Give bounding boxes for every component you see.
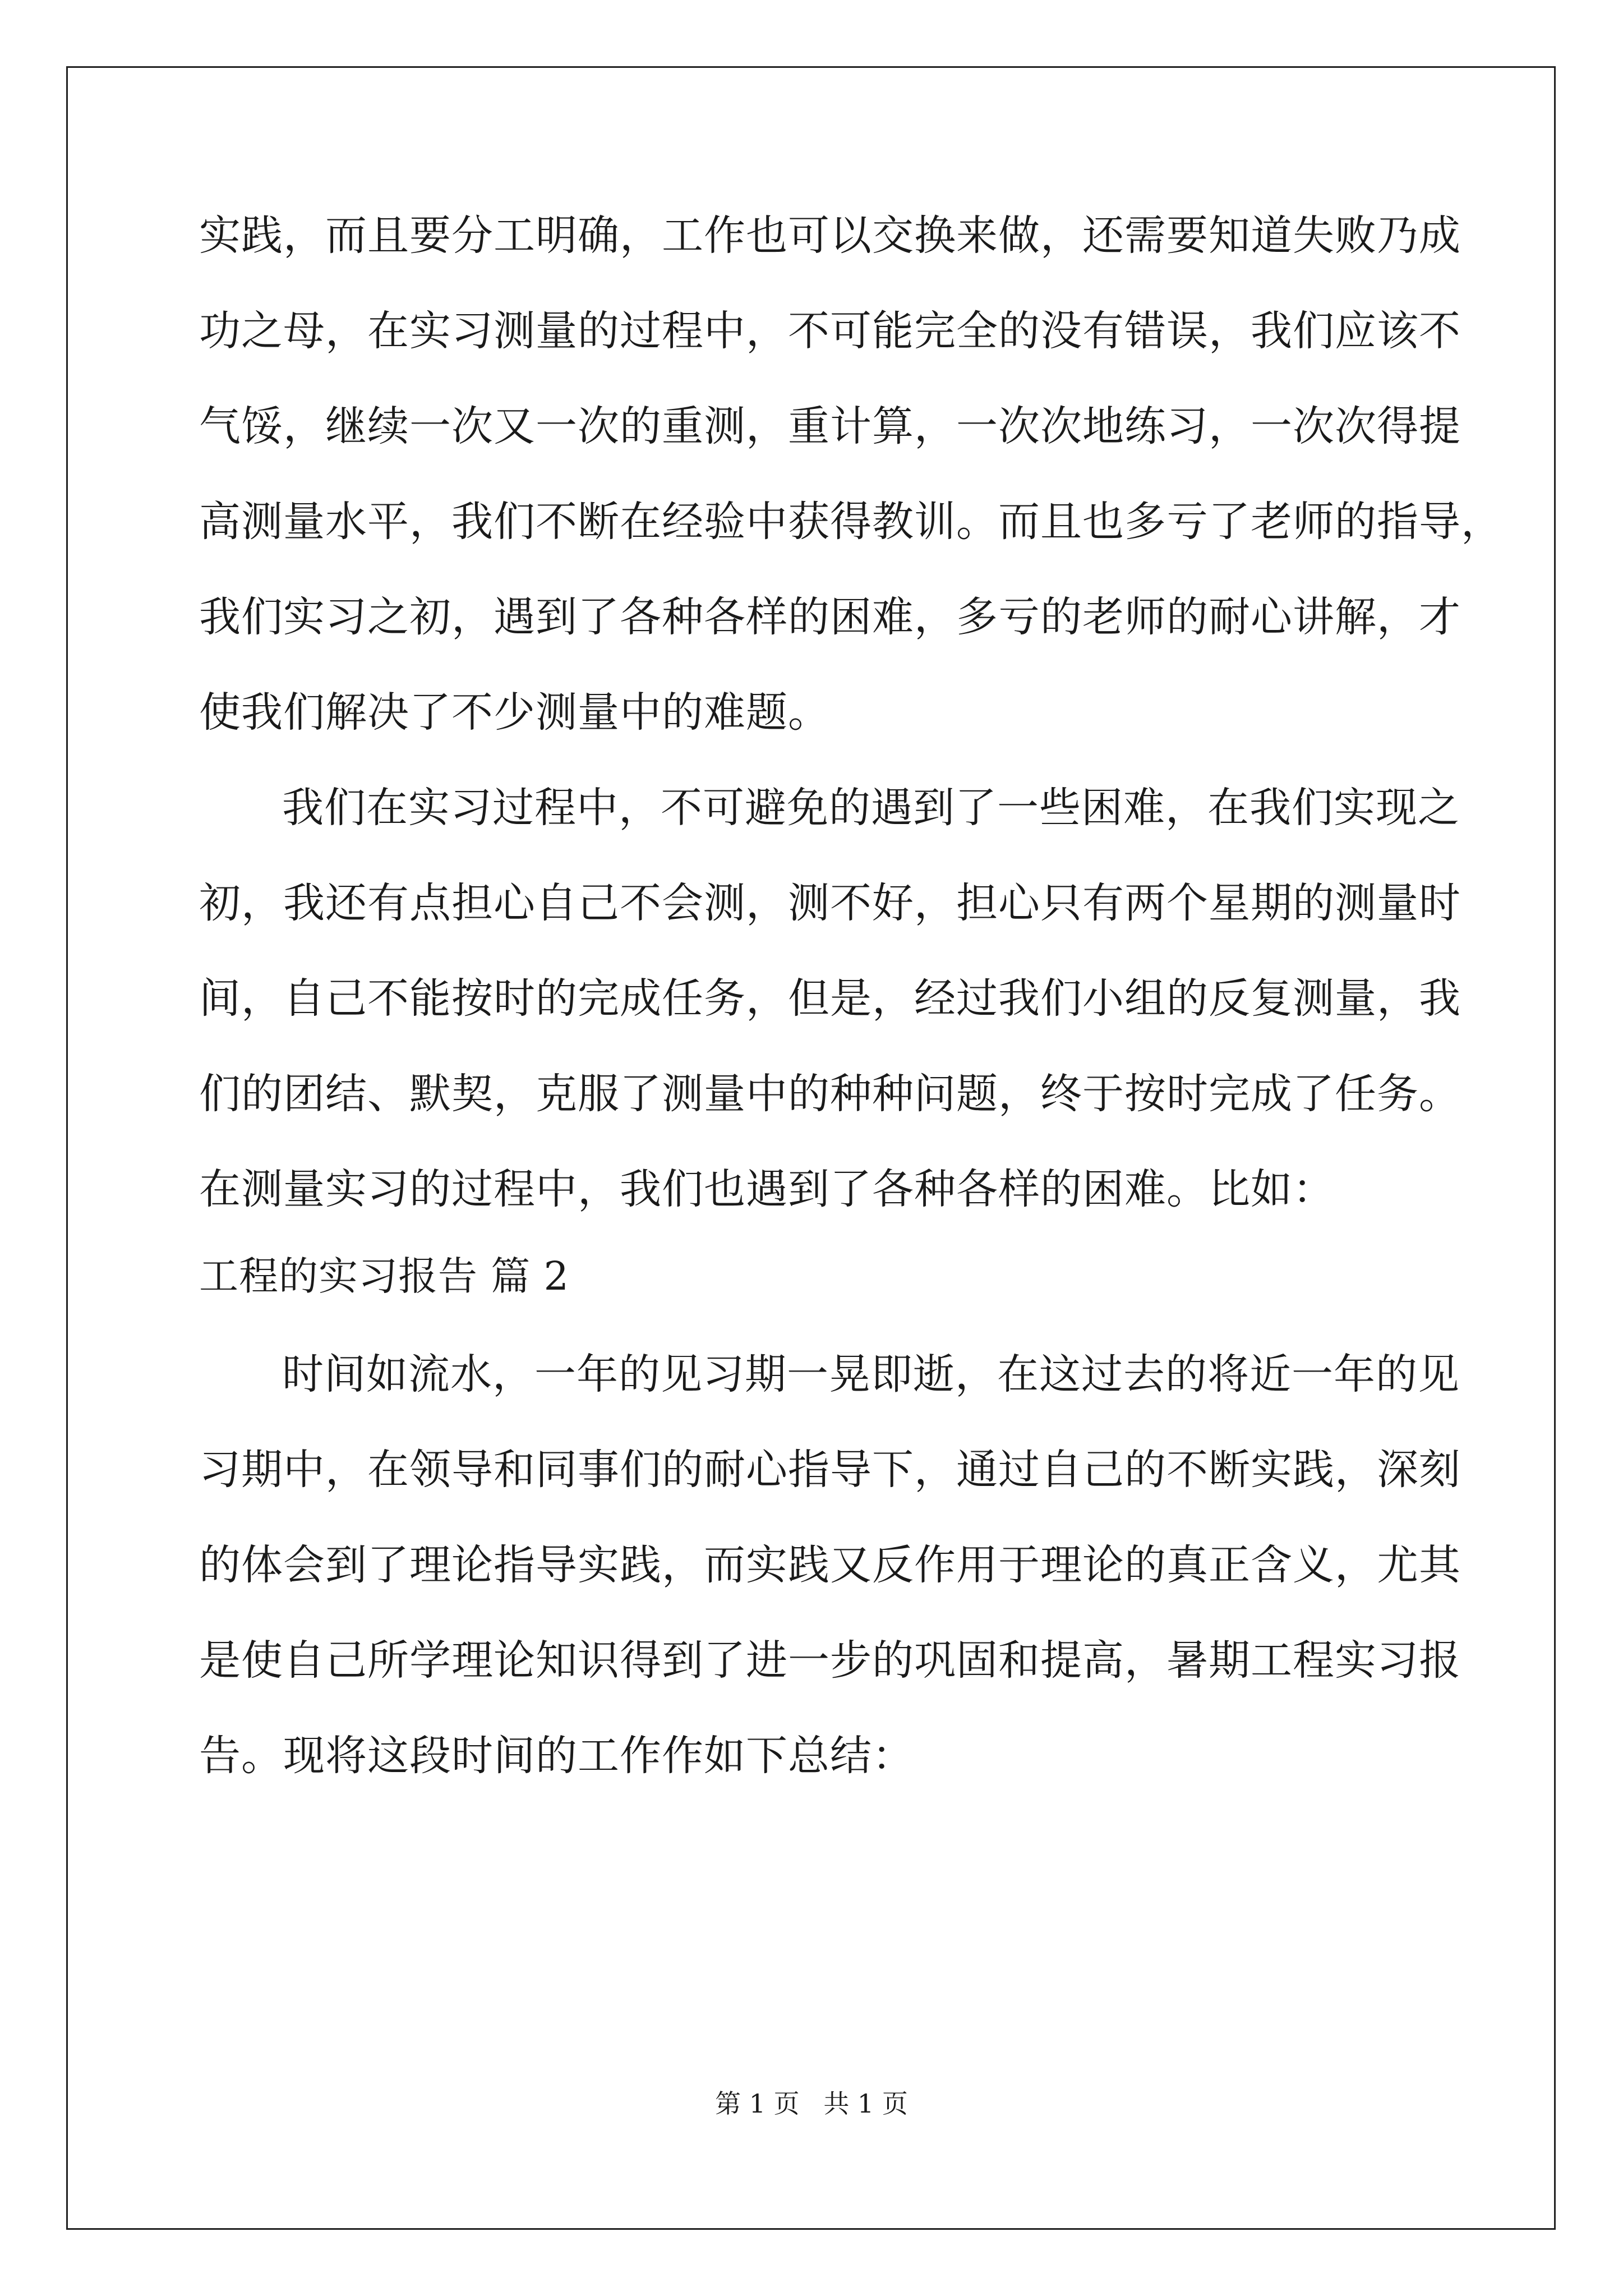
paragraph-line: 在测量实习的过程中，我们也遇到了各种各样的困难。比如： bbox=[199, 1165, 1335, 1213]
paragraph-line: 功之母，在实习测量的过程中，不可能完全的没有错误，我们应该不 bbox=[199, 307, 1461, 355]
paragraph-line: 实践，而且要分工明确，工作也可以交换来做，还需要知道失败乃成 bbox=[199, 211, 1461, 260]
paragraph-line: 我们实习之初，遇到了各种各样的困难，多亏的老师的耐心讲解，才 bbox=[199, 593, 1461, 641]
paragraph-line: 们的团结、默契，克服了测量中的种种问题，终于按时完成了任务。 bbox=[199, 1070, 1461, 1118]
page-count: 共 1 页 bbox=[823, 2088, 908, 2119]
page-number: 第 1 页 bbox=[715, 2088, 800, 2119]
page-footer bbox=[0, 2087, 1623, 2120]
paragraph-line: 我们在实习过程中，不可避免的遇到了一些困难，在我们实现之 bbox=[282, 784, 1460, 832]
paragraph-line: 告。现将这段时间的工作作如下总结： bbox=[199, 1732, 914, 1780]
paragraph-line: 习期中，在领导和同事们的耐心指导下，通过自己的不断实践，深刻 bbox=[199, 1446, 1461, 1494]
paragraph-line: 初，我还有点担心自己不会测，测不好，担心只有两个星期的测量时 bbox=[199, 879, 1461, 927]
paragraph-line: 是使自己所学理论知识得到了进一步的巩固和提高，暑期工程实习报 bbox=[199, 1636, 1461, 1685]
paragraph-line: 高测量水平，我们不断在经验中获得教训。而且也多亏了老师的指导， bbox=[199, 498, 1503, 546]
paragraph-line: 使我们解决了不少测量中的难题。 bbox=[199, 688, 830, 737]
section-heading: 工程的实习报告 篇 2 bbox=[199, 1253, 570, 1299]
page-border bbox=[66, 66, 1556, 2230]
paragraph-line: 气馁，继续一次又一次的重测，重计算，一次次地练习，一次次得提 bbox=[199, 402, 1461, 450]
paragraph-line: 的体会到了理论指导实践，而实践又反作用于理论的真正含义，尤其 bbox=[199, 1541, 1461, 1589]
paragraph-line: 间，自己不能按时的完成任务，但是，经过我们小组的反复测量，我 bbox=[199, 974, 1461, 1023]
paragraph-line: 时间如流水，一年的见习期一晃即逝，在这过去的将近一年的见 bbox=[282, 1350, 1460, 1398]
